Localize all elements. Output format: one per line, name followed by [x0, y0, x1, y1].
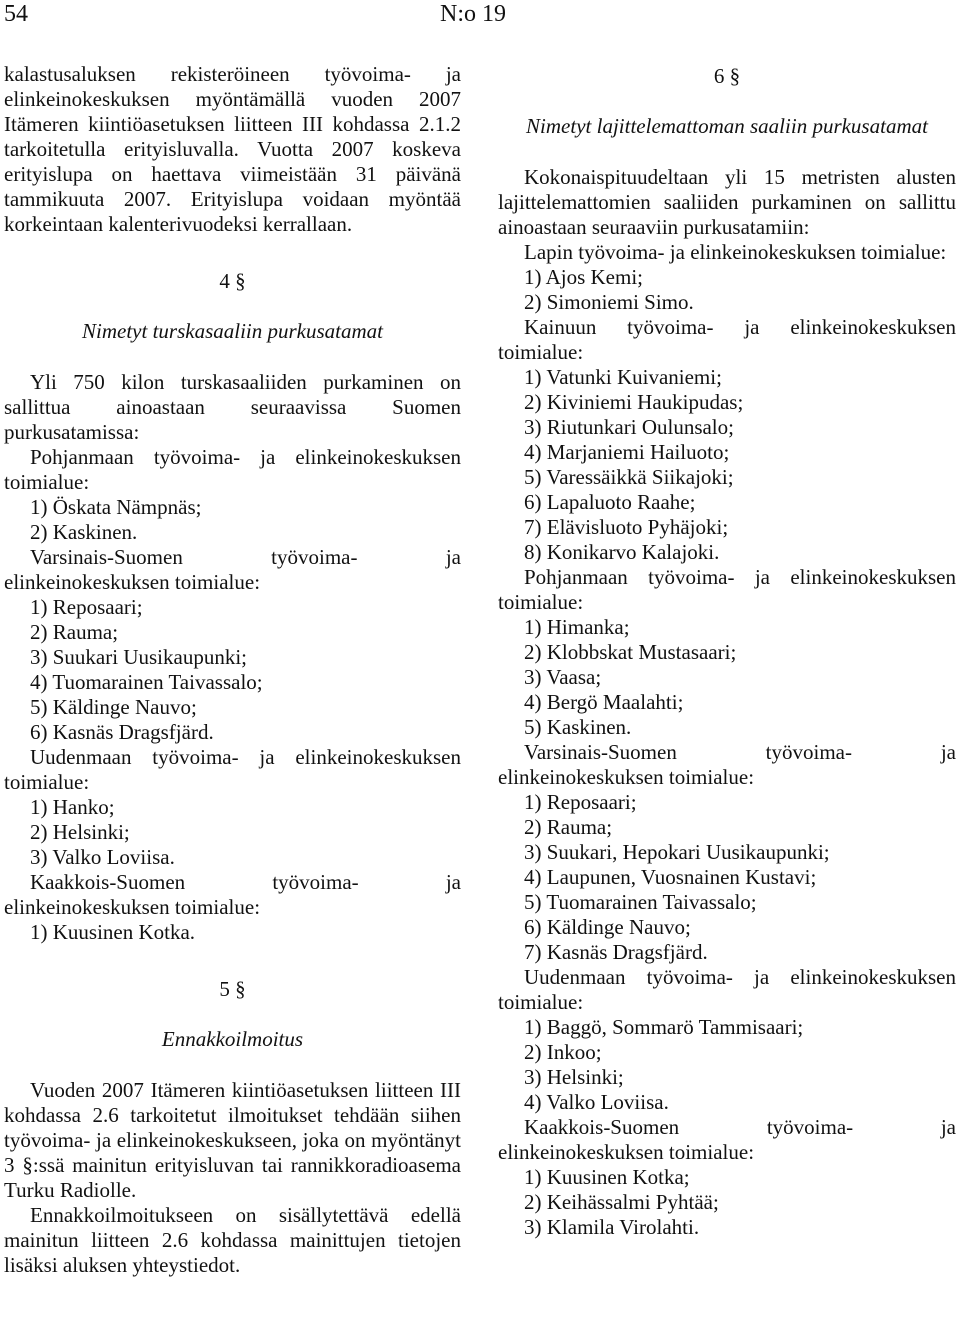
section-4-number: 4 § — [219, 269, 246, 293]
port-item: 8) Konikarvo Kalajoki. — [524, 540, 720, 564]
port-item: 1) Hanko; — [30, 795, 115, 819]
region-heading: Varsinais-Suomen työvoima- ja elinkeinokeskuksen toimialue: — [4, 545, 461, 594]
port-group — [498, 740, 956, 965]
port-item: 5) Kaskinen. — [524, 715, 632, 739]
intro-paragraph: kalastusaluksen rekisteröineen työvoima- ja elinkeinokeskuksen myöntämällä vuoden 2007 Itämeren kiintiöasetuksen liitteen III kohdassa 2.1.2 tarkoitetulla erityisluvalla. Vuotta 2007 koskeva erityislupa on haettava viimeistään 31 päivänä tammikuuta 2007. Erityislupa voidaan myöntää korkeintaan kalenterivuodeksi kerrallaan. — [4, 62, 461, 236]
port-item: 1) Kuusinen Kotka. — [30, 920, 196, 944]
page-number: 54 — [4, 1, 28, 27]
port-group — [4, 445, 461, 545]
section-5-title: Ennakkoilmoitus — [161, 1027, 304, 1051]
section-6-lead: Kokonaispituudeltaan yli 15 metristen alusten lajittelemattomien saaliiden purkaminen on sallittu ainoastaan seuraaviin purkusatamiin: — [498, 165, 956, 239]
port-item: 4) Tuomarainen Taivassalo; — [30, 670, 263, 694]
issue-number: N:o 19 — [440, 1, 506, 27]
port-item: 2) Klobbskat Mustasaari; — [524, 640, 737, 664]
section-4-lead: Yli 750 kilon turskasaaliiden purkaminen on sallittua ainoastaan seuraavissa Suomen purkusatamissa: — [4, 370, 461, 444]
section-5-paragraph-1: Vuoden 2007 Itämeren kiintiöasetuksen liitteen III kohdassa 2.6 tarkoitetut ilmoitukset tehdään siihen työvoima- ja elinkeinokeskukseen, joka on myöntänyt 3 §:ssä mainitun erityisluvan tai rannikkoradioasema Turku Radiolle. — [4, 1078, 461, 1202]
port-item: 3) Klamila Virolahti. — [524, 1215, 700, 1239]
port-item: 6) Käldinge Nauvo; — [524, 915, 691, 939]
region-heading: Kainuun työvoima- ja elinkeinokeskuksen toimialue: — [498, 315, 956, 364]
port-item: 4) Bergö Maalahti; — [524, 690, 684, 714]
port-group — [498, 965, 956, 1115]
region-heading: Lapin työvoima- ja elinkeinokeskuksen toimialue: — [524, 240, 947, 264]
port-item: 1) Vatunki Kuivaniemi; — [524, 365, 722, 389]
port-group — [498, 315, 956, 565]
port-item: 3) Vaasa; — [524, 665, 602, 689]
port-item: 6) Kasnäs Dragsfjärd. — [30, 720, 214, 744]
section-6-title: Nimetyt lajittelemattoman saaliin purkusatamat — [526, 114, 928, 138]
port-item: 2) Kiviniemi Haukipudas; — [524, 390, 744, 414]
region-heading: Kaakkois-Suomen työvoima- ja elinkeinokeskuksen toimialue: — [498, 1115, 956, 1164]
port-item: 2) Rauma; — [524, 815, 613, 839]
region-heading: Uudenmaan työvoima- ja elinkeinokeskuksen toimialue: — [4, 745, 461, 794]
section-4-title: Nimetyt turskasaaliin purkusatamat — [82, 319, 383, 343]
port-item: 1) Baggö, Sommarö Tammisaari; — [524, 1015, 804, 1039]
port-group — [4, 870, 461, 945]
port-item: 3) Valko Loviisa. — [30, 845, 175, 869]
region-heading: Pohjanmaan työvoima- ja elinkeinokeskuksen toimialue: — [498, 565, 956, 614]
port-item: 4) Laupunen, Vuosnainen Kustavi; — [524, 865, 817, 889]
port-item: 1) Öskata Nämpnäs; — [30, 495, 202, 519]
port-item: 4) Marjaniemi Hailuoto; — [524, 440, 730, 464]
port-item: 7) Kasnäs Dragsfjärd. — [524, 940, 708, 964]
port-item: 1) Himanka; — [524, 615, 630, 639]
port-item: 4) Valko Loviisa. — [524, 1090, 669, 1114]
region-heading: Uudenmaan työvoima- ja elinkeinokeskuksen toimialue: — [498, 965, 956, 1014]
right-column — [498, 64, 956, 1240]
section-6-number: 6 § — [713, 64, 741, 88]
port-item: 2) Simoniemi Simo. — [524, 290, 694, 314]
port-item: 7) Elävisluoto Pyhäjoki; — [524, 515, 729, 539]
port-item: 2) Keihässalmi Pyhtää; — [524, 1190, 719, 1214]
port-item: 2) Kaskinen. — [30, 520, 138, 544]
section-5-paragraph-2: Ennakkoilmoitukseen on sisällytettävä edellä mainitun liitteen 2.6 kohdassa mainittujen tietojen lisäksi aluksen yhteystiedot. — [4, 1203, 461, 1277]
port-item: 6) Lapaluoto Raahe; — [524, 490, 696, 514]
port-item: 3) Suukari, Hepokari Uusikaupunki; — [524, 840, 830, 864]
region-heading: Pohjanmaan työvoima- ja elinkeinokeskuksen toimialue: — [4, 445, 461, 494]
port-item: 1) Kuusinen Kotka; — [524, 1165, 690, 1189]
port-item: 1) Reposaari; — [524, 790, 637, 814]
port-group — [498, 1115, 956, 1240]
port-item: 2) Rauma; — [30, 620, 119, 644]
port-group — [4, 745, 461, 870]
port-item: 3) Helsinki; — [524, 1065, 624, 1089]
port-item: 2) Inkoo; — [524, 1040, 602, 1064]
port-group — [498, 565, 956, 740]
port-item: 5) Käldinge Nauvo; — [30, 695, 197, 719]
port-item: 2) Helsinki; — [30, 820, 130, 844]
port-item: 1) Reposaari; — [30, 595, 143, 619]
port-item: 5) Varessäikkä Siikajoki; — [524, 465, 734, 489]
left-column — [4, 62, 461, 1278]
region-heading: Varsinais-Suomen työvoima- ja elinkeinokeskuksen toimialue: — [498, 740, 956, 789]
port-item: 5) Tuomarainen Taivassalo; — [524, 890, 757, 914]
port-group — [4, 545, 461, 745]
port-item: 3) Riutunkari Oulunsalo; — [524, 415, 734, 439]
port-item: 3) Suukari Uusikaupunki; — [30, 645, 247, 669]
port-group — [498, 240, 956, 315]
port-item: 1) Ajos Kemi; — [524, 265, 643, 289]
region-heading: Kaakkois-Suomen työvoima- ja elinkeinokeskuksen toimialue: — [4, 870, 461, 919]
section-5-number: 5 § — [219, 977, 246, 1001]
